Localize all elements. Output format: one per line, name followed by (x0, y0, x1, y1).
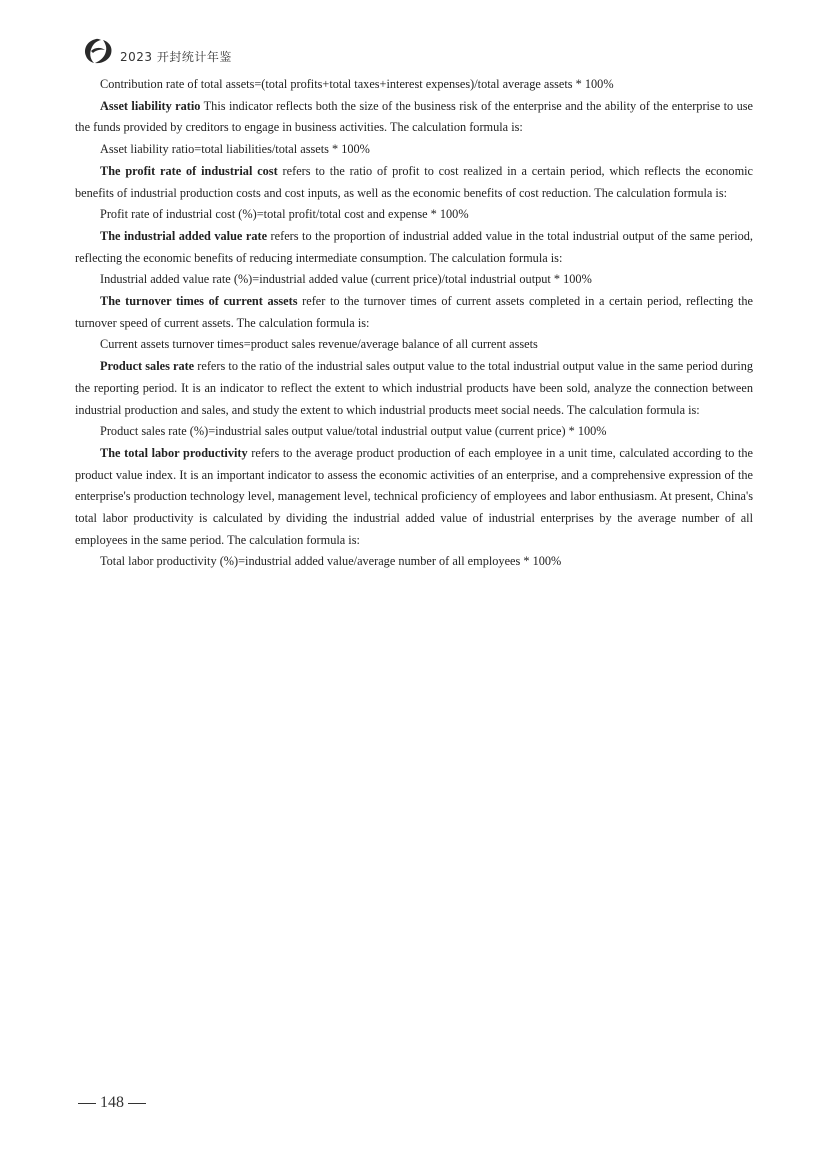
paragraph (75, 96, 753, 139)
term: Asset liability ratio (100, 98, 201, 113)
yearbook-title: 2023 开封统计年鉴 (120, 50, 232, 64)
footer-dash-right (128, 1103, 146, 1104)
paragraph-text: refers to the average product production of each employee in a unit time, calculated according to the product value index. It is an important indicator to assess the economic activities of an enterprise, and a comprehensive expression of the enterprise's production technology level, management level, technical proficiency of employees and labor enthusiasm. At present, China's total labor productivity is calculated by dividing the industrial added value of industrial enterprises by the average number of all employees in the same period. The calculation formula is: (75, 445, 754, 547)
paragraph-text: Total labor productivity (%)=industrial added value/average number of all employees * 100% (100, 554, 562, 569)
paragraph-text: refers to the ratio of profit to cost realized in a certain period, which reflects the economic benefits of industrial production costs and cost inputs, as well as the economic benefits of cost reduction. The calculation formula is: (75, 163, 754, 200)
paragraph (75, 74, 753, 96)
term: Product sales rate (100, 359, 195, 374)
paragraph (75, 291, 753, 334)
document-body (75, 74, 753, 573)
term: The turnover times of current assets (100, 294, 298, 309)
paragraph (75, 421, 753, 443)
paragraph-text: Current assets turnover times=product sales revenue/average balance of all current assets (100, 337, 538, 352)
paragraph (75, 139, 753, 161)
paragraph (75, 334, 753, 356)
paragraph (75, 269, 753, 291)
term: The total labor productivity (100, 445, 248, 460)
page-footer (78, 1094, 146, 1112)
paragraph-text: Profit rate of industrial cost (%)=total profit/total cost and expense * 100% (100, 207, 469, 222)
paragraph-text: Industrial added value rate (%)=industrial added value (current price)/total industrial output * 100% (100, 272, 592, 287)
term: The profit rate of industrial cost (100, 163, 278, 178)
paragraph-text: refers to the ratio of the industrial sales output value to the total industrial output value in the same period during the reporting period. It is an indicator to reflect the extent to which industrial products have been sold, analyze the connection between industrial production and sales, and study the extent to which industrial products meet social needs. The calculation formula is: (75, 359, 754, 417)
page-number: 148 (100, 1094, 124, 1111)
paragraph-text: refers to the proportion of industrial added value in the total industrial output of the same period, reflecting the economic benefits of reducing intermediate consumption. The calculation formula is: (75, 228, 754, 265)
paragraph-text: refer to the turnover times of current assets completed in a certain period, reflecting the turnover speed of current assets. The calculation formula is: (75, 294, 753, 330)
term: The industrial added value rate (100, 228, 268, 243)
paragraph (75, 161, 753, 204)
paragraph-text: Contribution rate of total assets=(total profits+total taxes+interest expenses)/total average assets * 100% (100, 77, 614, 91)
paragraph (75, 356, 753, 421)
paragraph-text: Product sales rate (%)=industrial sales output value/total industrial output value (current price) * 100% (100, 424, 607, 439)
paragraph-text: Asset liability ratio=total liabilities/total assets * 100% (100, 142, 370, 157)
footer-dash-left (78, 1103, 96, 1104)
paragraph (75, 204, 753, 226)
paragraph-text: This indicator reflects both the size of the business risk of the enterprise and the ability of the enterprise to use the funds provided by creditors to engage in business activities. The calculation formula is: (75, 98, 754, 135)
page-header (82, 36, 232, 66)
statistics-yearbook-logo-icon (82, 36, 116, 66)
paragraph (75, 443, 753, 552)
paragraph (75, 226, 753, 269)
paragraph (75, 551, 753, 573)
